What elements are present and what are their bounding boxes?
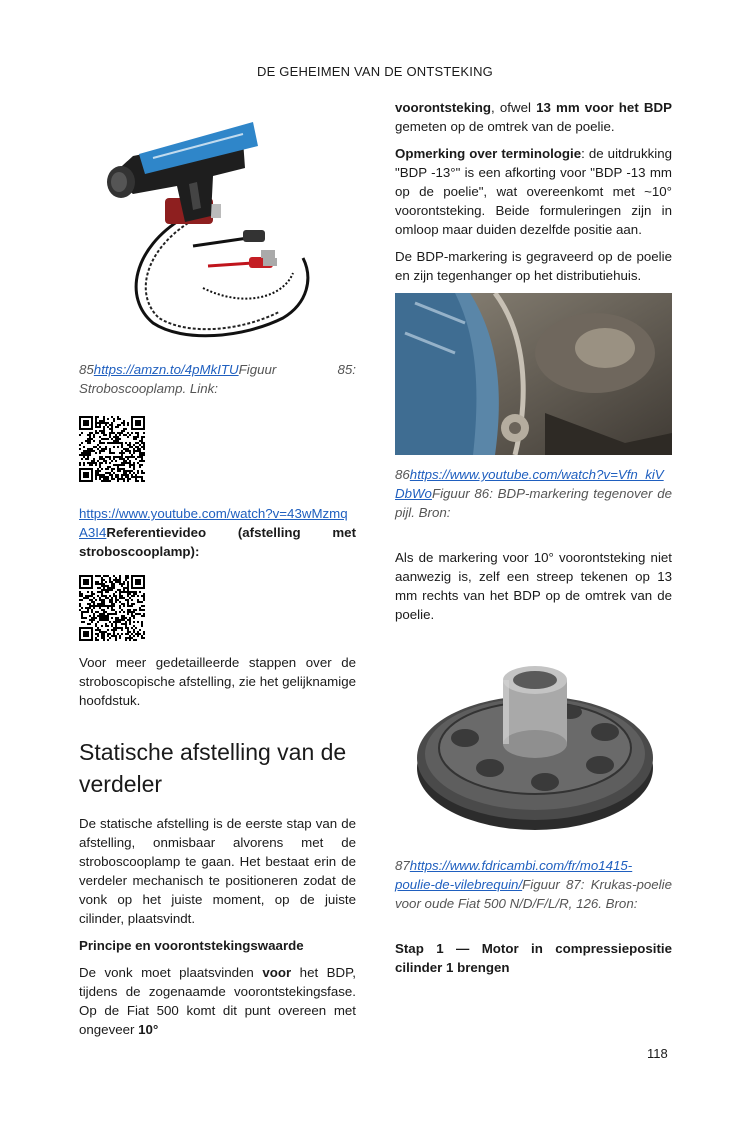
qr-code-1 — [79, 416, 356, 482]
marking-paragraph: De BDP-markering is gegraveerd op de poelie en zijn tegenhanger op het distributiehuis. — [395, 249, 672, 283]
qr-code-2 — [79, 575, 356, 641]
absent-marking-paragraph: Als de markering voor 10° voorontsteking niet aanwezig is, zelf een streep tekenen op 13 mm rechts van het BDP op de omtrek van de poelie. — [395, 550, 672, 622]
principle-paragraph — [79, 963, 356, 1039]
cont-text-d: gemeten op de omtrek van de poelie. — [395, 119, 615, 134]
step-1-heading: Stap 1 — Motor in compressiepositie cilinder 1 brengen — [395, 941, 672, 975]
page-number: 118 — [647, 1046, 668, 1061]
figure-85-text: Figuur 85: Stroboscooplamp. Link: — [79, 362, 356, 396]
engine-pulley-photo-illustration — [395, 293, 672, 455]
timing-light-image — [93, 98, 353, 348]
intro-paragraph: De statische afstelling is de eerste stap van de afstelling, onmisbaar alvorens met de stroboscooplamp te gaan. Het bestaat erin de verdeler mechanisch te positioneren zodat de vonk op het juiste moment, op de juiste cilinder, plaatsvindt. — [79, 816, 356, 926]
figure-85-link[interactable]: https://amzn.to/4pMkITU — [93, 362, 239, 377]
terminology-text: : de uitdrukking "BDP -13°" is een afkorting voor "BDP -13 mm op de poelie", wat overeenkomt met ~10° voorontsteking. Beide formuleringen zijn in omloop maar duiden dezelfde positie aan. — [395, 146, 672, 237]
figure-87-number: 87 — [395, 858, 410, 873]
reference-video-link[interactable]: https://www.youtube.com/watch?v=43wMzmqA3I4 — [79, 506, 348, 540]
figure-87-text: Figuur 87: Krukas-poelie voor oude Fiat 500 N/D/F/L/R, 126. Bron: — [395, 877, 672, 911]
right-column — [395, 98, 672, 985]
section-heading: Statische afstelling van de verdeler — [79, 739, 347, 797]
principle-text-c: het BDP, tijdens de zogenaamde voorontstekingsfase. Op de Fiat 500 komt dit punt overeen met ongeveer — [79, 965, 356, 1037]
principle-text-a: De vonk moet plaatsvinden — [79, 965, 263, 980]
figure-85-number: 85 — [79, 362, 94, 377]
reference-video-label: Referentievideo (afstelling met stroboscooplamp): — [79, 525, 356, 559]
qr-code-icon — [79, 575, 145, 641]
crankshaft-pulley-image — [395, 650, 672, 840]
figure-87-caption — [395, 856, 672, 913]
principle-bold-angle: 10° — [138, 1022, 159, 1037]
bdp-marking-photo — [395, 293, 672, 455]
principle-bold-voor: voor — [262, 965, 292, 980]
figure-86-caption — [395, 465, 672, 522]
figure-87-link[interactable]: https://www.fdricambi.com/fr/mo1415-poulie-de-vilebrequin/ — [395, 858, 633, 892]
more-steps-paragraph: Voor meer gedetailleerde stappen over de stroboscopische afstelling, zie het gelijknamige hoofdstuk. — [79, 655, 356, 708]
cont-text-b: , ofwel — [491, 100, 537, 115]
figure-85-caption — [79, 360, 356, 398]
reference-video-paragraph — [79, 504, 356, 561]
figure-86-number: 86 — [395, 467, 410, 482]
running-header: DE GEHEIMEN VAN DE ONTSTEKING — [257, 64, 493, 79]
figure-86-link[interactable]: https://www.youtube.com/watch?v=Vfn_kiVDbWo — [395, 467, 664, 501]
stroboscope-lamp-illustration — [93, 98, 353, 348]
terminology-label: Opmerking over terminologie — [395, 146, 582, 161]
left-column — [79, 98, 356, 1047]
cont-bold-c: 13 mm voor het BDP — [536, 100, 672, 115]
continuation-paragraph — [395, 98, 672, 136]
cont-bold-a: voorontsteking — [395, 100, 492, 115]
pulley-illustration — [395, 650, 672, 840]
terminology-note — [395, 144, 672, 239]
figure-86-text: Figuur 86: BDP-markering tegenover de pijl. Bron: — [395, 486, 672, 520]
qr-code-icon — [79, 416, 145, 482]
principle-subheading: Principe en voorontstekingswaarde — [79, 938, 304, 953]
